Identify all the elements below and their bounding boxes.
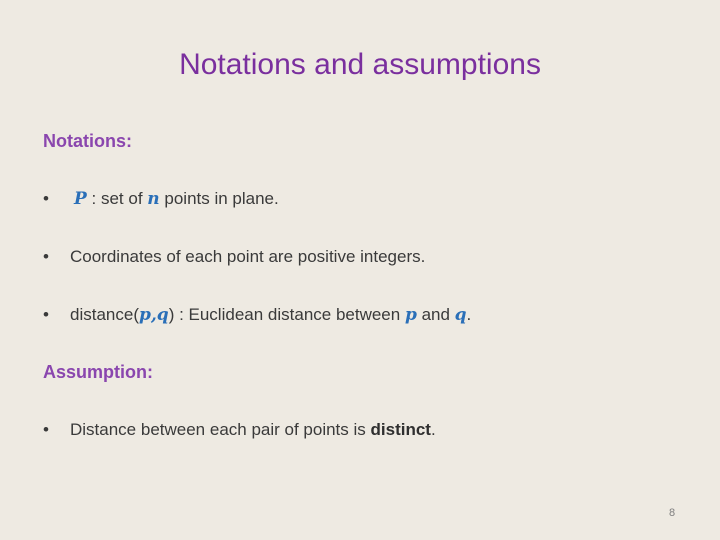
- notation-text: distance(: [70, 305, 139, 324]
- bullet-icon: •: [43, 247, 49, 266]
- bullet-icon: •: [43, 420, 49, 439]
- notation-item-set-p: [43, 189, 279, 209]
- notation-item-coordinates: [43, 247, 425, 267]
- bullet-icon: •: [43, 305, 49, 324]
- assumption-item-distinct: [43, 420, 436, 440]
- notation-text: ) : Euclidean distance between: [168, 305, 405, 324]
- variable-q: q: [454, 305, 467, 325]
- variable-n: n: [147, 189, 160, 209]
- variable-p: p: [138, 305, 151, 325]
- variable-p: p: [404, 305, 417, 325]
- notation-text: points in plane.: [159, 189, 279, 208]
- assumption-text: .: [430, 420, 436, 439]
- comma-separator: ,: [150, 305, 157, 325]
- assumption-heading: Assumption:: [43, 362, 153, 382]
- notation-text: .: [466, 305, 472, 324]
- notation-text: : set of: [86, 189, 148, 208]
- notation-text: Coordinates of each point are positive integers.: [70, 247, 426, 266]
- notations-heading: Notations:: [43, 131, 132, 151]
- notation-text: and: [416, 305, 455, 324]
- variable-q: q: [156, 305, 169, 325]
- slide-title: Notations and assumptions: [179, 48, 541, 81]
- page-number: 8: [668, 507, 676, 519]
- variable-p: P: [74, 189, 87, 209]
- assumption-text: Distance between each pair of points is: [70, 420, 371, 439]
- notation-item-distance: [43, 305, 471, 325]
- bullet-icon: •: [43, 189, 49, 208]
- emphasis-distinct: distinct: [370, 420, 431, 439]
